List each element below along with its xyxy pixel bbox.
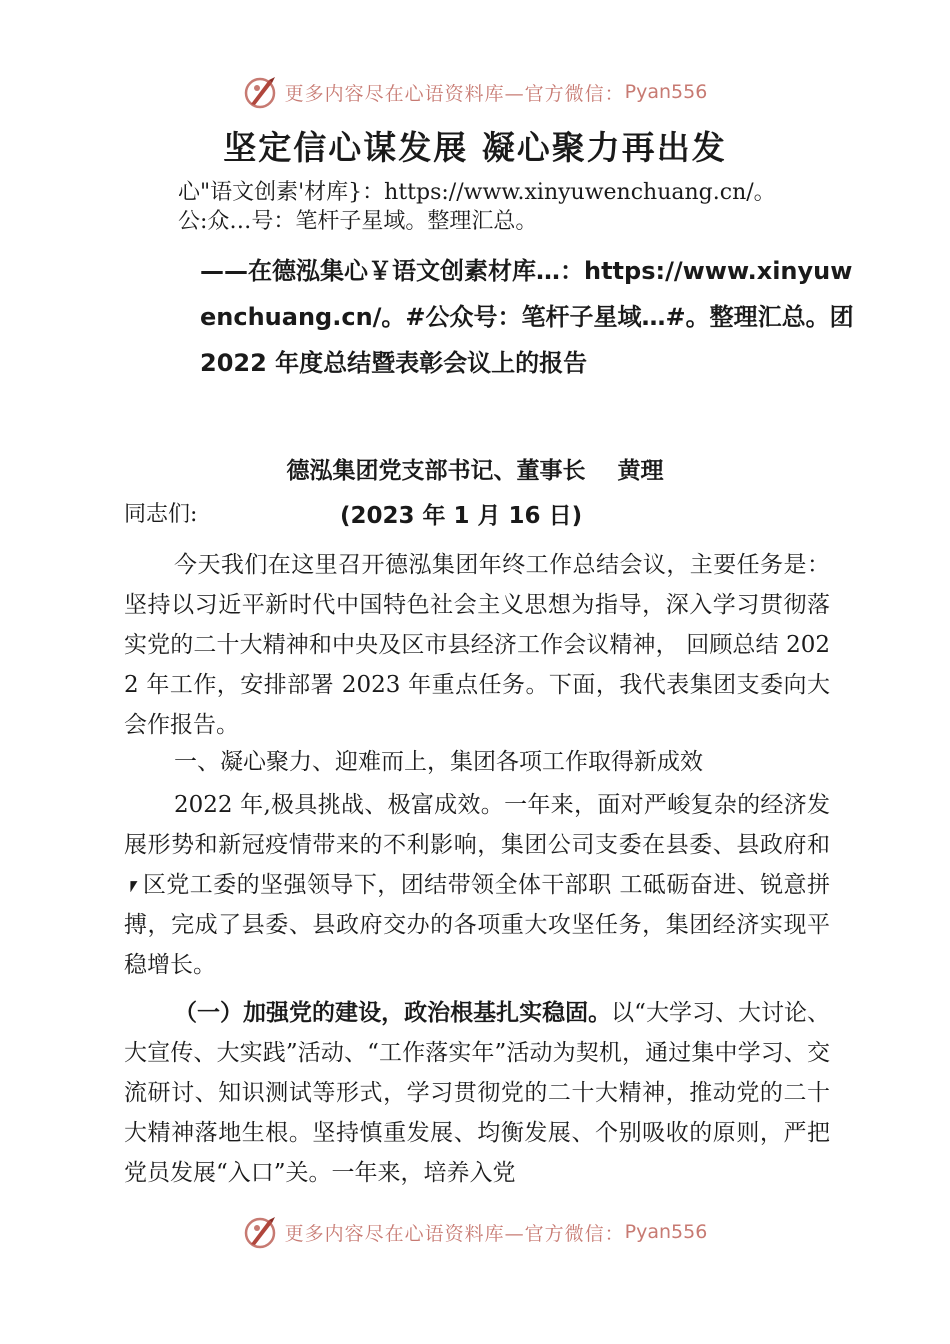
section-heading-1: 一、凝心聚力、迎难而上，集团各项工作取得新成效	[174, 749, 703, 775]
document-subtitle: ——在德泓集心￥语文创素材库…：https://www.xinyuwenchuang.cn/。#公众号：笔杆子星域…#。整理汇总。团 2022 年度总结暨表彰会议上的报告	[200, 257, 854, 377]
footer-banner	[0, 1210, 950, 1254]
paragraph-3-text: 以“大学习、大讨论、大宣传、大实践”活动、“工作落实年”活动为契机，通过集中学习、交流研讨、知识测试等形式，学习贯彻党的二十大精神，推动党的二十大精神落地生根。坚持慎重发展、均衡发展、个别吸收的原则，严把党员发展“入口”关。一年来，培养入党	[124, 1000, 831, 1186]
banner-wechat-id: Pyan556	[624, 1221, 708, 1243]
quill-pen-logo-icon	[243, 74, 279, 110]
source-line-1: 心"语文创素'材库}：https://www.xinyuwenchuang.cn/。	[178, 180, 776, 205]
banner-wechat-id: Pyan556	[624, 81, 708, 103]
document-date: (2023 年 1 月 16 日)	[340, 503, 583, 529]
header-banner	[0, 70, 950, 114]
document-title: 坚定信心谋发展 凝心聚力再出发	[223, 128, 727, 167]
paragraph-3-lead: （一）加强党的建设，政治根基扎实稳固。	[174, 1000, 612, 1026]
banner-text: 更多内容尽在心语资料库—官方微信：	[284, 82, 625, 105]
paragraph-2: 2022 年,极具挑战、极富成效。一年来，面对严峻复杂的经济发展形势和新冠疫情带来的不利影响，集团公司支委在县委、县政府和⎖区党工委的坚强领导下，团结带领全体干部职 工砥砺奋进、锐意拼搏，完成了县委、县政府交办的各项重大攻坚任务，集团经济实现平稳增长。	[124, 792, 830, 978]
salutation: 同志们:	[124, 502, 198, 527]
paragraph-1: 今天我们在这里召开德泓集团年终工作总结会议，主要任务是：坚持以习近平新时代中国特色社会主义思想为指导，深入学习贯彻落实党的二十大精神和中央及区市县经济工作会议精神， 回顾总结 2022 年工作，安排部署 2023 年重点任务。下面，我代表集团支委向大会作报告。	[124, 552, 830, 738]
banner-text: 更多内容尽在心语资料库—官方微信：	[284, 1222, 625, 1245]
source-line-2: 公:众…号：笔杆子星域。整理汇总。	[178, 209, 538, 234]
quill-pen-logo-icon	[243, 1214, 279, 1250]
paragraph-3	[124, 993, 830, 1193]
document-author: 德泓集团党支部书记、董事长 黄理	[286, 458, 664, 484]
